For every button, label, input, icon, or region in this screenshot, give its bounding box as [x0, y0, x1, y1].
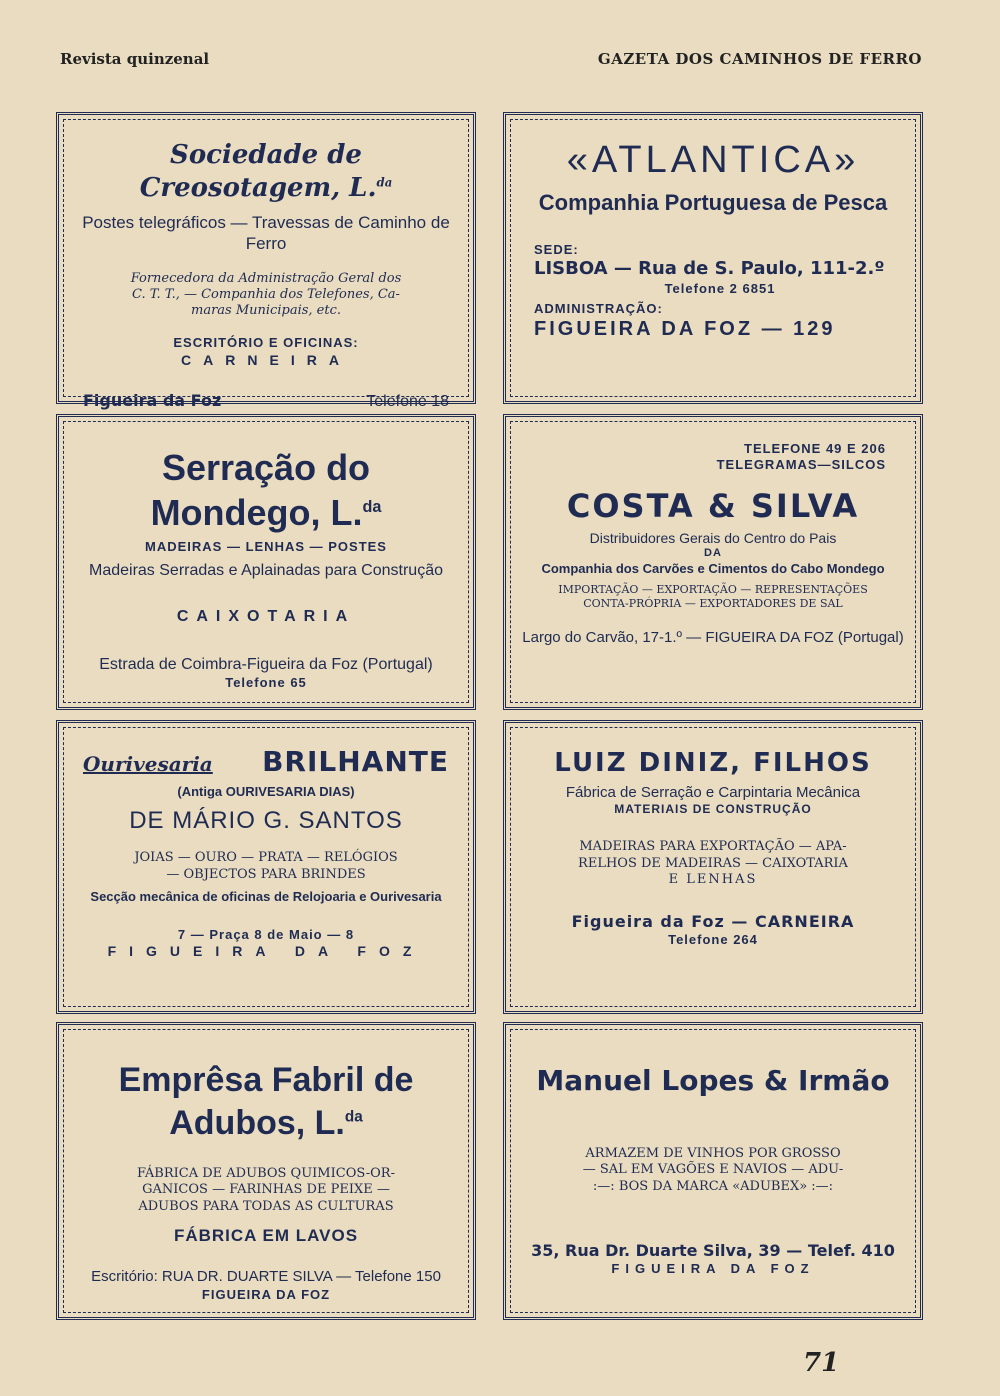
journal-subtitle: Revista quinzenal	[60, 50, 210, 68]
brilhante-owner: DE MÁRIO G. SANTOS	[129, 807, 403, 835]
ad-diniz	[503, 720, 923, 1014]
creosotagem-subtitle: Postes telegráficos — Travessas de Caminho de Ferro	[82, 213, 450, 254]
brilhante-address: 7 — Praça 8 de Maio — 8	[177, 927, 355, 942]
mondego-desc: Madeiras Serradas e Aplainadas para Construção	[89, 562, 443, 580]
mondego-section: CAIXOTARIA	[176, 608, 356, 626]
diniz-desc-1: MADEIRAS PARA EXPORTAÇÃO — APA-	[579, 839, 847, 855]
brilhante-city: FIGUEIRA DA FOZ	[107, 943, 425, 960]
creosotagem-phone: Telefone 18	[366, 393, 449, 410]
lopes-desc-3: :—: BOS DA MARCA «ADUBEX» :—:	[592, 1178, 834, 1194]
diniz-city: Figueira da Foz — CARNEIRA	[571, 912, 855, 931]
creosotagem-office-place: CARNEIRA	[181, 351, 351, 368]
diniz-title: LUIZ DINIZ, FILHOS	[554, 748, 872, 778]
atlantica-admin-label: ADMINISTRAÇÃO:	[534, 301, 663, 316]
ad-creosotagem	[56, 112, 476, 410]
creosotagem-office-label: ESCRITÓRIO E OFICINAS:	[173, 335, 359, 351]
costa-telegrams: TELEGRAMAS—SILCOS	[716, 457, 886, 473]
lopes-desc-2: — SAL EM VAGÕES E NAVIOS — ADU-	[582, 1162, 844, 1178]
costa-title: COSTA & SILVA	[566, 486, 860, 525]
adubos-desc-2: GANICOS — FARINHAS DE PEIXE —	[142, 1182, 390, 1198]
mondego-products: MADEIRAS — LENHAS — POSTES	[145, 539, 387, 554]
ad-costa-silva	[503, 414, 923, 710]
costa-phone: TELEFONE 49 E 206	[744, 441, 886, 456]
brilhante-script: Ourivesaria	[83, 752, 213, 776]
atlantica-phone: Telefone 2 6851	[664, 280, 776, 296]
ad-adubos	[56, 1022, 476, 1320]
lopes-desc-1: ARMAZEM DE VINHOS POR GROSSO	[585, 1146, 841, 1161]
adubos-city: FIGUEIRA DA FOZ	[201, 1286, 331, 1302]
atlantica-admin-place: FIGUEIRA DA FOZ — 129	[534, 318, 836, 341]
costa-line-5: CONTA-PRÓPRIA — EXPORTADORES DE SAL	[583, 596, 843, 610]
adubos-office: Escritório: RUA DR. DUARTE SILVA — Telefone 150	[91, 1268, 441, 1285]
creosotagem-title: Sociedade de Creosotagem, L.$^{da}$	[139, 140, 393, 203]
costa-line-1: Distribuidores Gerais do Centro do Pais	[589, 529, 837, 546]
diniz-materials: MATERIAIS DE CONSTRUÇÃO	[614, 802, 812, 817]
atlantica-title: «ATLANTICA»	[566, 139, 860, 181]
brilhante-items-2: — OBJECTOS PARA BRINDES	[166, 866, 366, 882]
diniz-subtitle: Fábrica de Serração e Carpintaria Mecânica	[565, 783, 861, 801]
ad-brilhante	[56, 720, 476, 1014]
creosotagem-desc-3: maras Municipais, etc.	[191, 303, 341, 318]
ad-atlantica	[503, 112, 923, 404]
costa-address: Largo do Carvão, 17-1.º — FIGUEIRA DA FOZ (Portugal)	[522, 628, 904, 646]
mondego-title: Serração do Mondego, L.$^{da}$	[150, 447, 382, 533]
diniz-desc-3: E LENHAS	[668, 871, 758, 887]
costa-line-2: DA	[704, 547, 722, 559]
adubos-desc-1: FÁBRICA DE ADUBOS QUIMICOS-OR-	[137, 1166, 395, 1181]
journal-title: GAZETA DOS CAMINHOS DE FERRO	[597, 50, 922, 68]
creosotagem-desc-2: C. T. T., — Companhia dos Telefones, Ca-	[132, 286, 400, 302]
brilhante-section: Secção mecânica de oficinas de Relojoaria e Ourivesaria	[90, 888, 442, 904]
atlantica-sede-address: LISBOA — Rua de S. Paulo, 111-2.º	[534, 258, 885, 280]
brilhante-title: BRILHANTE	[262, 745, 449, 778]
mondego-phone: Telefone 65	[225, 675, 307, 691]
lopes-city: FIGUEIRA DA FOZ	[611, 1260, 815, 1276]
creosotagem-desc-1: Fornecedora da Administração Geral dos	[130, 270, 402, 286]
ad-lopes	[503, 1022, 923, 1320]
atlantica-sede-label: SEDE:	[534, 242, 579, 257]
diniz-phone: Telefone 264	[668, 932, 758, 947]
page-number: 71	[803, 1348, 840, 1378]
mondego-address: Estrada de Coimbra-Figueira da Foz (Portugal)	[99, 656, 433, 674]
brilhante-former: (Antiga OURIVESARIA DIAS)	[177, 784, 355, 799]
ad-mondego	[56, 414, 476, 710]
adubos-factory: FÁBRICA EM LAVOS	[173, 1225, 359, 1245]
lopes-address: 35, Rua Dr. Duarte Silva, 39 — Telef. 410	[531, 1240, 895, 1260]
adubos-title: Emprêsa Fabril de Adubos, L.$^{da}$	[118, 1061, 414, 1142]
costa-line-4: IMPORTAÇÃO — EXPORTAÇÃO — REPRESENTAÇÕES	[558, 583, 868, 596]
costa-line-3: Companhia dos Carvões e Cimentos do Cabo Mondego	[541, 560, 885, 576]
diniz-desc-2: RELHOS DE MADEIRAS — CAIXOTARIA	[578, 855, 848, 871]
creosotagem-city: Figueira da Foz	[83, 391, 222, 410]
adubos-desc-3: ADUBOS PARA TODAS AS CULTURAS	[138, 1198, 394, 1214]
atlantica-subtitle: Companhia Portuguesa de Pesca	[538, 189, 888, 215]
brilhante-items-1: JOIAS — OURO — PRATA — RELÓGIOS	[134, 850, 398, 866]
lopes-title: Manuel Lopes & Irmão	[536, 1064, 890, 1097]
